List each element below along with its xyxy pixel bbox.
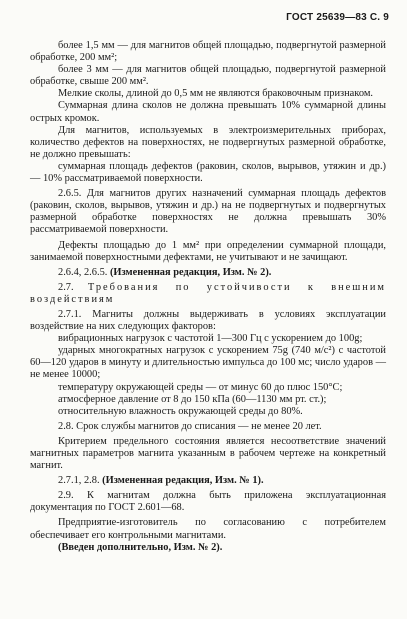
revision-label: (Измененная редакция, Изм. № 2). bbox=[109, 266, 272, 278]
clause-2-9: 2.9. К магнитам должна быть приложена эксплуатационная документация по ГОСТ 2.601—68. bbox=[30, 490, 386, 514]
paragraph: Критерием предельного состояния является несоответствие значений магнитных параметров магнита указанным в рабочем чертеже на конкретный магнит. bbox=[30, 435, 386, 472]
revision-label: (Измененная редакция, Изм. № 1). bbox=[102, 475, 264, 487]
revision-note bbox=[30, 267, 386, 279]
paragraph: суммарная площадь дефектов (раковин, сколов, вырывов, утяжин и др.) — 10% рассматриваемой поверхности. bbox=[30, 160, 386, 185]
paragraph: ударных многократных нагрузок с ускорением 75g (740 м/с²) с частотой 60—120 ударов в минуту и длительностью импульса до 100 мс; число ударов — не менее 10000; bbox=[30, 345, 386, 381]
paragraph: более 3 мм — для магнитов общей площадью, подвергнутой размерной обработке, свыше 200 мм². bbox=[30, 64, 386, 88]
paragraph: Мелкие сколы, длиной до 0,5 мм не являются браковочным признаком. bbox=[58, 88, 373, 100]
paragraph: более 1,5 мм — для магнитов общей площадью, подвергнутой размерной обработке, 200 мм²; bbox=[30, 40, 386, 64]
clause-2-6-5: 2.6.5. Для магнитов других назначений суммарная площадь дефектов (раковин, сколов, вырывов, утяжин и др.) на не подвергнутых и подвергнутых размерной обработке поверхностях не должна превышать 30% рассматриваемой поверхности. bbox=[30, 188, 386, 236]
paragraph: относительную влажность окружающей среды до 80%. bbox=[58, 405, 303, 417]
paragraph: атмосферное давление от 8 до 150 кПа (60—1130 мм рт. ст.); bbox=[58, 393, 327, 405]
revision-note bbox=[30, 475, 386, 487]
clause-2-8: 2.8. Срок службы магнитов до списания — не менее 20 лет. bbox=[58, 420, 322, 432]
paragraph: Суммарная длина сколов не должна превышать 10% суммарной длины острых кромок. bbox=[30, 100, 386, 124]
clause-2-7-1: 2.7.1. Магниты должны выдерживать в условиях эксплуатации воздействие на них следующих факторов: bbox=[30, 308, 386, 333]
section-title: Требования по устойчивости к внешним воздействиям bbox=[30, 281, 386, 305]
revision-clauses: 2.7.1, 2.8. bbox=[58, 475, 100, 487]
paragraph: температуру окружающей среды — от минус 60 до плюс 150°С; bbox=[58, 381, 343, 393]
paragraph: Дефекты площадью до 1 мм² при определении суммарной площади, занимаемой поверхностными дефектами, не учитывают и не зачищают. bbox=[30, 239, 386, 263]
paragraph: Для магнитов, используемых в электроизмерительных приборах, количество дефектов на поверхностях, не подвергнутых размерной обработке, не должно превышать: bbox=[30, 124, 386, 160]
paragraph: вибрационных нагрузок с частотой 1—300 Гц с ускорением до 100g; bbox=[58, 333, 363, 345]
introduced-note: (Введен дополнительно, Изм. № 2). bbox=[58, 541, 223, 553]
paragraph: Предприятие-изготовитель по согласованию с потребителем обеспечивает его контрольными магнитами. bbox=[30, 517, 386, 541]
section-heading bbox=[30, 282, 386, 306]
body-text bbox=[30, 40, 386, 554]
page-header: ГОСТ 25639—83 С. 9 bbox=[286, 12, 389, 23]
revision-clauses: 2.6.4, 2.6.5. bbox=[58, 266, 108, 278]
section-number: 2.7. bbox=[58, 281, 74, 293]
